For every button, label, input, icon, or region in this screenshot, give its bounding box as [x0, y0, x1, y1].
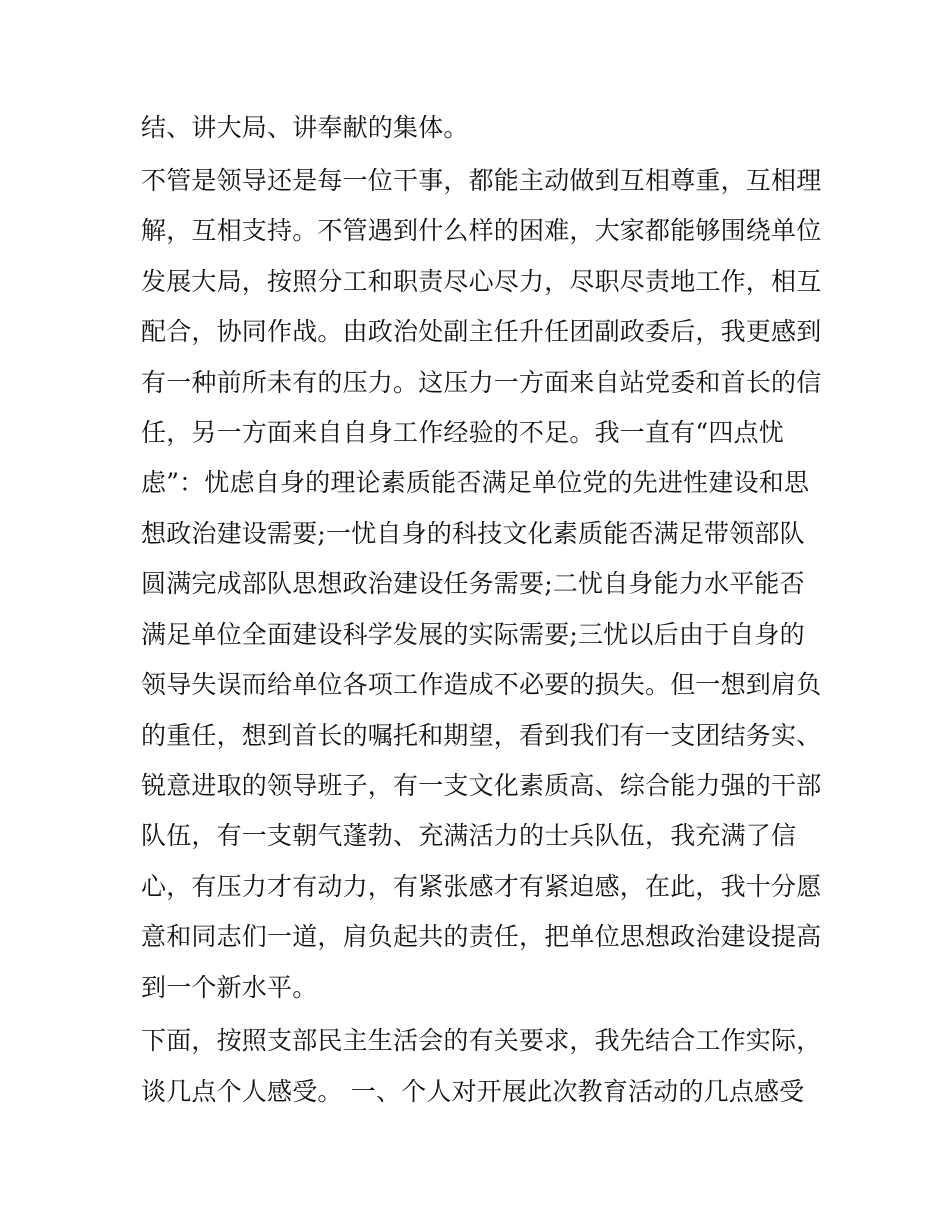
- text-line: 有一种前所未有的压力。这压力一方面来自站党委和首长的信: [141, 368, 822, 397]
- text-line: 到一个新水平。: [141, 973, 318, 1002]
- text-line: 圆满完成部队思想政治建设任务需要;二忧自身能力水平能否: [141, 569, 805, 598]
- text-line: 的重任，想到首长的嘱托和期望，看到我们有一支团结务实、: [141, 721, 822, 750]
- text-line: 虑”：忧虑自身的理论素质能否满足单位党的先进性建设和思: [141, 468, 810, 497]
- text-line: 发展大局，按照分工和职责尽心尽力，尽职尽责地工作，相互: [141, 267, 822, 296]
- text-line: 领导失误而给单位各项工作造成不必要的损失。但一想到肩负: [141, 670, 822, 699]
- text-line: 下面，按照支部民主生活会的有关要求，我先结合工作实际，: [141, 1026, 822, 1055]
- text-line: 结、讲大局、讲奉献的集体。: [141, 113, 469, 142]
- text-line: 心，有压力才有动力，有紧张感才有紧迫感，在此，我十分愿: [141, 872, 822, 901]
- text-line: 满足单位全面建设科学发展的实际需要;三忧以后由于自身的: [141, 620, 805, 649]
- text-line: 任，另一方面来自自身工作经验的不足。我一直有“四点忧: [141, 418, 784, 447]
- text-line: 不管是领导还是每一位干事，都能主动做到互相尊重，互相理: [141, 166, 822, 195]
- text-line: 谈几点个人感受。 一、个人对开展此次教育活动的几点感受: [141, 1077, 805, 1106]
- text-line: 锐意进取的领导班子，有一支文化素质高、综合能力强的干部: [141, 771, 822, 800]
- text-line: 解，互相支持。不管遇到什么样的困难，大家都能够围绕单位: [141, 216, 822, 245]
- text-line: 配合，协同作战。由政治处副主任升任团副政委后，我更感到: [141, 317, 822, 346]
- text-line: 队伍，有一支朝气蓬勃、充满活力的士兵队伍，我充满了信: [141, 821, 797, 850]
- text-line: 意和同志们一道，肩负起共的责任，把单位思想政治建设提高: [141, 922, 822, 951]
- text-line: 想政治建设需要;一忧自身的科技文化素质能否满足带领部队: [141, 519, 805, 548]
